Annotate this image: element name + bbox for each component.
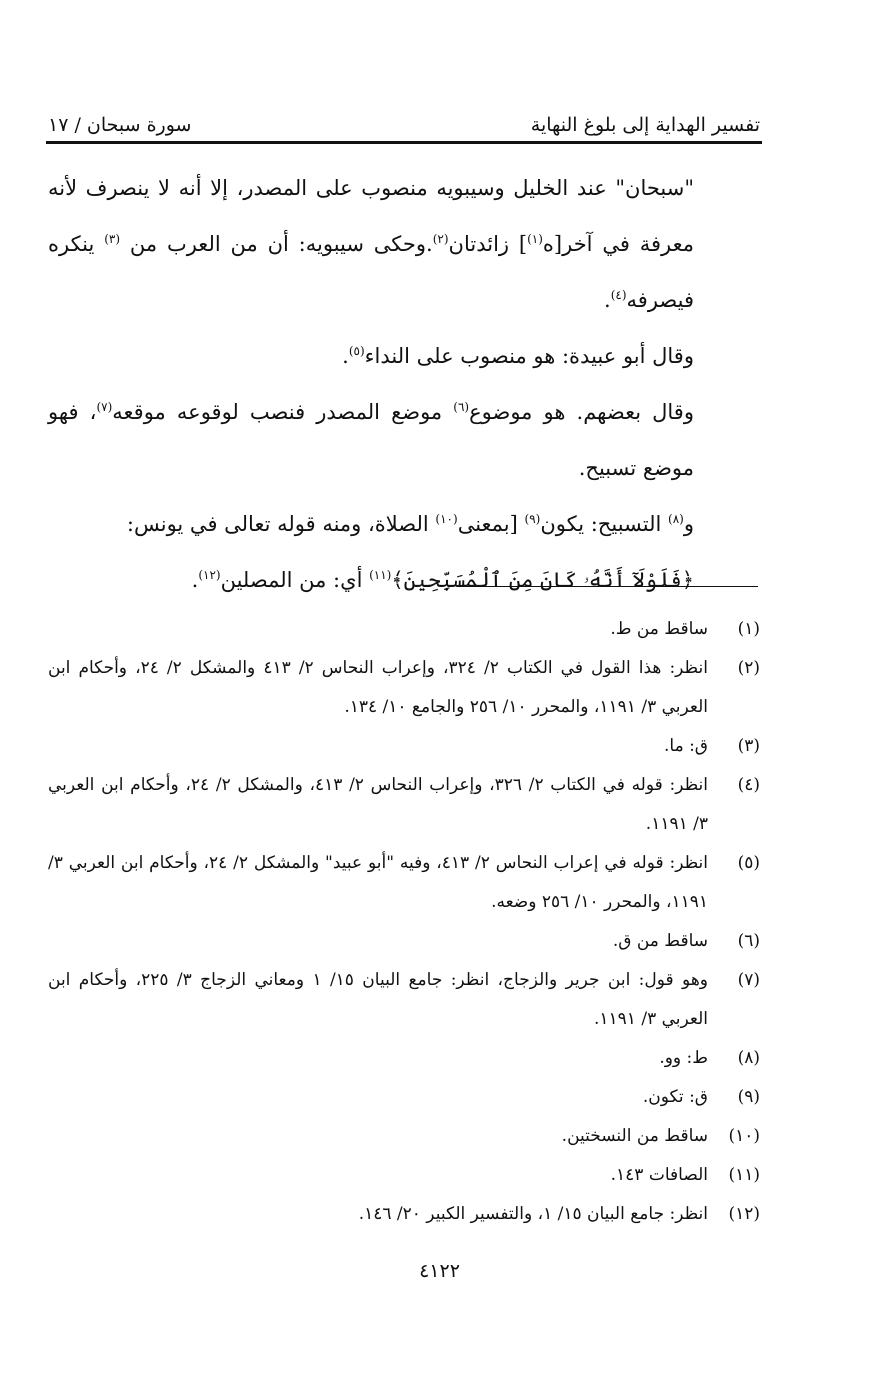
footnote-ref-7[interactable]: (٧)	[96, 400, 113, 414]
footnotes	[48, 610, 760, 1234]
footnote-ref-1[interactable]: (١)	[527, 232, 543, 246]
footnote-8: (٨) ط: وو.	[659, 1048, 760, 1068]
footnote-7: (٧) وهو قول: ابن جرير والزجاج، انظر: جامع البيان ١٥/ ١ ومعاني الزجاج ٣/ ٢٢٥، وأحكام ابن العربي ٣/ ١١٩١.	[48, 970, 760, 1029]
footnote-ref-3[interactable]: (٣)	[104, 232, 121, 246]
book-title: تفسير الهداية إلى بلوغ النهاية	[530, 114, 760, 136]
footnote-1: (١) ساقط من ط.	[610, 619, 760, 639]
footnote-ref-2[interactable]: (٢)	[432, 232, 449, 246]
footnote-3: (٣) ق: ما.	[663, 736, 760, 756]
paragraph-3: وقال بعضهم. هو موضوع$^{(٦)}$ موضع المصدر فنصب لوقوعه موقعه$^{(٧)}$، فهو موضع تسبيح.	[48, 400, 694, 480]
surah-reference: سورة سبحان / ١٧	[48, 114, 192, 136]
footnote-4: (٤) انظر: قوله في الكتاب ٢/ ٣٢٦، وإعراب النحاس ٢/ ٤١٣، والمشكل ٢/ ٢٤، وأحكام ابن العربي ٣/ ١١٩١.	[48, 775, 760, 834]
footnote-ref-6[interactable]: (٦)	[453, 400, 470, 414]
footnote-10: (١٠) ساقط من النسختين.	[561, 1126, 760, 1146]
footnote-12: (١٢) انظر: جامع البيان ١٥/ ١، والتفسير الكبير ٢٠/ ١٤٦.	[358, 1204, 760, 1224]
footnote-6: (٦) ساقط من ق.	[612, 931, 760, 951]
footnote-11: (١١) الصافات ١٤٣.	[610, 1165, 760, 1185]
main-text	[48, 160, 760, 608]
footnote-ref-11[interactable]: (١١)	[369, 568, 392, 582]
footnote-5: (٥) انظر: قوله في إعراب النحاس ٢/ ٤١٣، وفيه "أبو عبيد" والمشكل ٢/ ٢٤، وأحكام ابن العربي ٣/ ١١٩١، والمحرر ١٠/ ٢٥٦ وضعه.	[48, 853, 760, 912]
footnote-separator	[458, 586, 758, 587]
footnote-ref-8[interactable]: (٨)	[668, 512, 684, 526]
running-header	[48, 100, 760, 136]
footnote-ref-9[interactable]: (٩)	[524, 512, 541, 526]
paragraph-2: وقال أبو عبيدة: هو منصوب على النداء$^{(٥)}$.	[342, 344, 694, 368]
quran-verse: ﴿فَلَوْلَآ أَنَّهُۥ كَانَ مِنَ ٱلْمُسَبِّحِينَ﴾	[391, 568, 694, 592]
footnote-ref-4[interactable]: (٤)	[610, 288, 627, 302]
page-number: ٤١٢٢	[419, 1260, 460, 1282]
paragraph-1: "سبحان" عند الخليل وسيبويه منصوب على المصدر، إلا أنه لا ينصرف لأنه معرفة في آخر[ه$^{(١)}$] زائدتان$^{(٢)}$.وحكى سيبويه: أن من العرب من $^{(٣)}$ ينكره فيصرفه$^{(٤)}$.	[48, 176, 694, 312]
footnote-9: (٩) ق: تكون.	[642, 1087, 760, 1107]
paragraph-5: ﴿فَلَوْلَآ أَنَّهُۥ كَانَ مِنَ ٱلْمُسَبِّحِينَ﴾$^{(١١)}$ أي: من المصلين$^{(١٢)}$.	[191, 568, 694, 592]
footnote-2: (٢) انظر: هذا القول في الكتاب ٢/ ٣٢٤، وإعراب النحاس ٢/ ٤١٣ والمشكل ٢/ ٢٤، وأحكام ابن العربي ٣/ ١١٩١، والمحرر ١٠/ ٢٥٦ والجامع ١٠/ ١٣٤.	[48, 658, 760, 717]
paragraph-4: و$^{(٨)}$ التسبيح: يكون$^{(٩)}$ [بمعنى$^{(١٠)}$ الصلاة، ومنه قوله تعالى في يونس:	[126, 512, 694, 536]
footnote-ref-12[interactable]: (١٢)	[198, 568, 221, 582]
header-rule	[46, 141, 762, 144]
footnote-ref-10[interactable]: (١٠)	[435, 512, 458, 526]
footnote-ref-5[interactable]: (٥)	[348, 344, 365, 358]
